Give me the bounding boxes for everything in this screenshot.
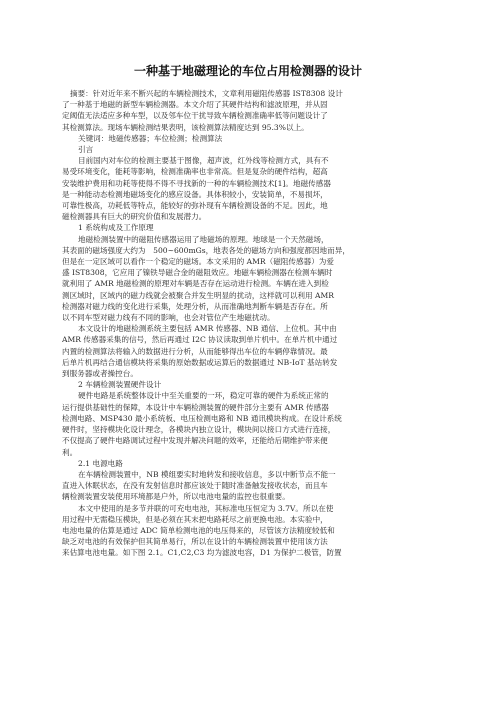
text-line: 测区域时，区域内的磁力线就会被聚合并发生明显的扰动，这样就可以利用 AMR: [62, 290, 334, 300]
text-line: 目前国内对车位的检测主要基于图像，超声波，红外线等检测方式，具有不: [78, 156, 329, 166]
text-line: 可靠性极高，功耗低等特点，能较好的弥补现有车辆检测设备的不足。因此，地: [62, 201, 328, 211]
text-line: 是一种能动态检测地磁场变化的感应设备。具体积较小，安装简单，不易损坏，: [62, 189, 328, 199]
text-line: 运行提供基础性的保障，本设计中车辆检测装置的硬件部分主要有 AMR 传感器: [62, 402, 329, 412]
text-line: 1 系统构成及工作原理: [78, 223, 154, 233]
text-line: AMR 传感器采集的信号，然后再通过 I2C 协议读取到单片机中。在单片机中通过: [62, 335, 338, 345]
text-line: 硬件时，坚持模块化设计理念，各模块内独立设计，模块间以接口方式进行连接，: [62, 425, 336, 435]
text-line: 其检测算法。现场车辆检测结果表明，该检测算法精度达到 95.3%以上。: [62, 122, 309, 132]
text-line: 引言: [78, 145, 94, 155]
text-line: 不仅提高了硬件电路调试过程中发现并解决问题的效率，还能给后期维护带来便: [62, 436, 328, 446]
text-line: 以不同车型对磁力线有不同的影响，也会对管位产生地磁扰动。: [62, 313, 275, 323]
text-line: 易受环境变化，能耗等影响，检测准确率也非常高。但是复杂的硬件结构，超高: [62, 167, 328, 177]
document-body: [62, 88, 448, 559]
text-line: 关键词：地磁传感器；车位检测；检测算法: [78, 133, 223, 143]
text-line: 缺乏对电池的有效保护但其简单易行，所以在设计的车辆检测装置中使用该方法: [62, 537, 328, 547]
text-line: 直进入休眠状态，在没有发射信息时都应该处于随时准备触发接收状态，而且车: [62, 481, 328, 491]
text-line: 定阈值无法适应多种车型，以及邻车位干扰导致车辆检测准确率低等问题设计了: [62, 111, 328, 121]
text-line: 磁检测器具有巨大的研究价值和发展潜力。: [62, 212, 207, 222]
text-line: 辆检测装置安装使用环境都是户外，所以电池电量的监控也很重要。: [62, 492, 290, 502]
text-line: 摘要：针对近年来不断兴起的车辆检测技术，文章利用磁阻传感器 IST8308 设计: [70, 89, 343, 98]
text-line: 了一种基于地磁的新型车辆检测器。本文介绍了其硬件结构和滤波原理，并从固: [62, 100, 328, 110]
text-line: 检测器对磁力线的变化进行采集，处理分析，从而准确地判断车辆是否存在。所: [62, 301, 328, 311]
text-line: 但是在一定区域可以看作一个稳定的磁场。本文采用的 AMR（磁阻传感器）为爱: [62, 257, 334, 267]
text-line: 电池电量的估算是通过 ADC 简单检测电池的电压得来的，尽管该方法精度较低和: [62, 525, 335, 535]
text-line: 检测电路、MSP430 最小系统板、电压检测电路和 NB 通讯模块构成。在设计系统: [62, 413, 342, 423]
text-line: 在车辆检测装置中，NB 模组要实时地转发和接收信息，多以中断节点不能一: [78, 469, 336, 479]
text-line: 本文设计的地磁检测系统主要包括 AMR 传感器、NB 通信、上位机。其中由: [78, 324, 337, 334]
text-line: 盛 IST8308，它应用了镍铁导磁合金的磁阻效应。地磁车辆检测器在检测车辆时: [62, 268, 333, 278]
text-line: 用过程中无需稳压模块，但是必须在其末把电路耗尽之前更换电池。本实验中，: [62, 514, 328, 524]
text-line: 利。: [62, 447, 78, 457]
text-line: 来估算电池电量。如下图 2.1。C1,C2,C3 均为滤波电容，D1 为保护二极管，防置: [62, 548, 342, 558]
text-line: 到服务器或者操控台。: [62, 369, 138, 379]
text-line: 2.1 电源电路: [78, 458, 123, 468]
text-line: 其表面的磁场强度大约为 500~600mGs，地表各处的磁场方向和强度都因地而异，: [62, 245, 350, 255]
text-line: 后单片机再结合通信模块将采集的原始数据或运算后的数据通过 NB-IoT 基站转发: [62, 357, 338, 367]
text-line: 就利用了 AMR 地磁检测的原理对车辆是否存在运动进行检测。车辆在进入到检: [62, 279, 329, 289]
text-line: 内置的检测算法将输入的数据进行分析，从而能够得出车位的车辆停靠情况。最: [62, 346, 328, 356]
text-line: 地磁检测装置中的磁阻传感器运用了地磁场的原理。地球是一个天然磁场，: [78, 234, 329, 244]
document-title: 一种基于地磁理论的车位占用检测器的设计: [133, 64, 362, 78]
text-line: 2 车辆检测装置硬件设计: [78, 380, 162, 390]
text-line: 硬件电路是系统整体设计中至关重要的一环，稳定可靠的硬件为系统正常的: [78, 391, 329, 401]
text-line: 本文中使用的是多节并联的可充电电池，其标准电压恒定为 3.7V。所以在使: [78, 503, 334, 513]
text-line: 安装维护费用和功耗等使得不得不寻找新的一种的车辆检测技术[1]。地磁传感器: [62, 178, 331, 188]
